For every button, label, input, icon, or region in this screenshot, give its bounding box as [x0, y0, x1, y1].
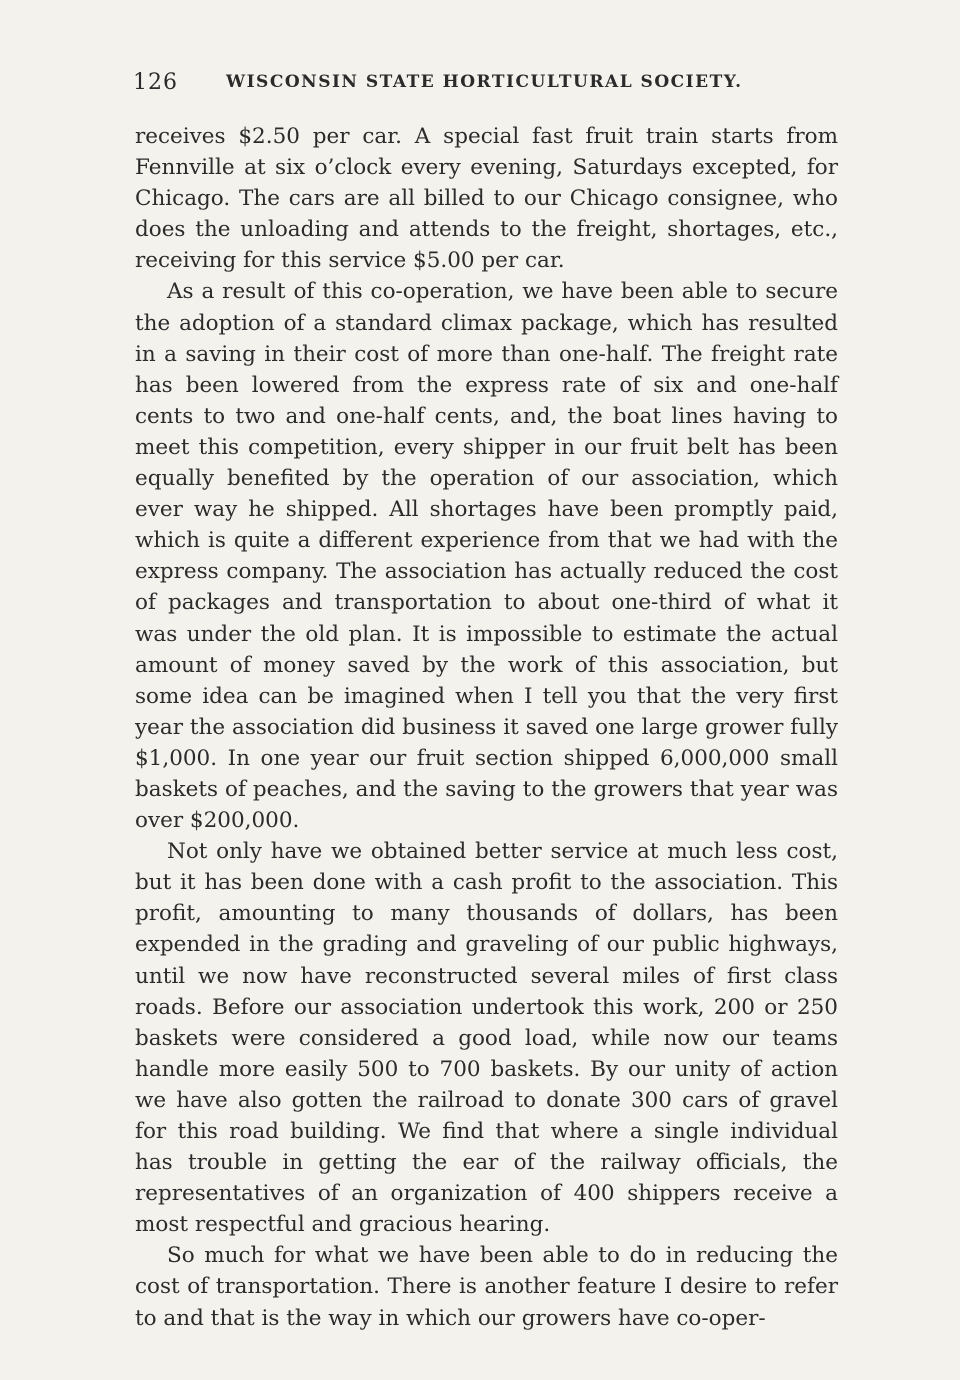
paragraph-cash-profit: Not only have we obtained better service at much less cost, but it has been done with a cash profit to the association. This profit, amounting to many thousands of dollars, has been expended in the grading and graveling of our public highways, until we now have reconstructed several miles of first class roads. Before our association undertook this work, 200 or 250 baskets were considered a good load, while now our teams handle more easily 500 to 700 baskets. By our unity of action we have also gotten the railroad to donate 300 cars of gravel for this road building. We find that where a single individual has trouble in getting the ear of the railway officials, the representatives of an organization of 400 shippers receive a most respectful and gracious hearing. — [135, 839, 838, 1238]
paragraph-continuation: receives $2.50 per car. A special fast fruit train starts from Fennville at six o’clock every evening, Saturdays excepted, for Chicago. The cars are all billed to our Chicago consignee, who does the unloading and attends to the freight, shortages, etc., receiving for this service $5.00 per car. — [135, 124, 838, 274]
body-text — [135, 121, 838, 1334]
paragraph-transport-summary: So much for what we have been able to do in reducing the cost of transportation. There is another feature I desire to refer to and that is the way in which our growers have co-oper- — [135, 1243, 838, 1331]
paragraph-cooperation-results: As a result of this co-operation, we have been able to secure the adoption of a standard climax package, which has resulted in a saving in their cost of more than one-half. The freight rate has been lowered from the express rate of six and one-half cents to two and one-half cents, and, the boat lines having to meet this competition, every shipper in our fruit belt has been equally benefited by the operation of our association, which ever way he shipped. All shortages have been promptly paid, which is quite a different experience from that we had with the express company. The association has actually reduced the cost of packages and transportation to about one-third of what it was under the old plan. It is impossible to estimate the actual amount of money saved by the work of this association, but some idea can be imagined when I tell you that the very first year the association did business it saved one large grower fully $1,000. In one year our fruit section shipped 6,000,000 small baskets of peaches, and the saving to the growers that year was over $200,000. — [135, 279, 838, 834]
page-number: 126 — [133, 70, 178, 95]
running-title: WISCONSIN STATE HORTICULTURAL SOCIETY. — [226, 72, 743, 92]
page-header — [133, 70, 833, 100]
